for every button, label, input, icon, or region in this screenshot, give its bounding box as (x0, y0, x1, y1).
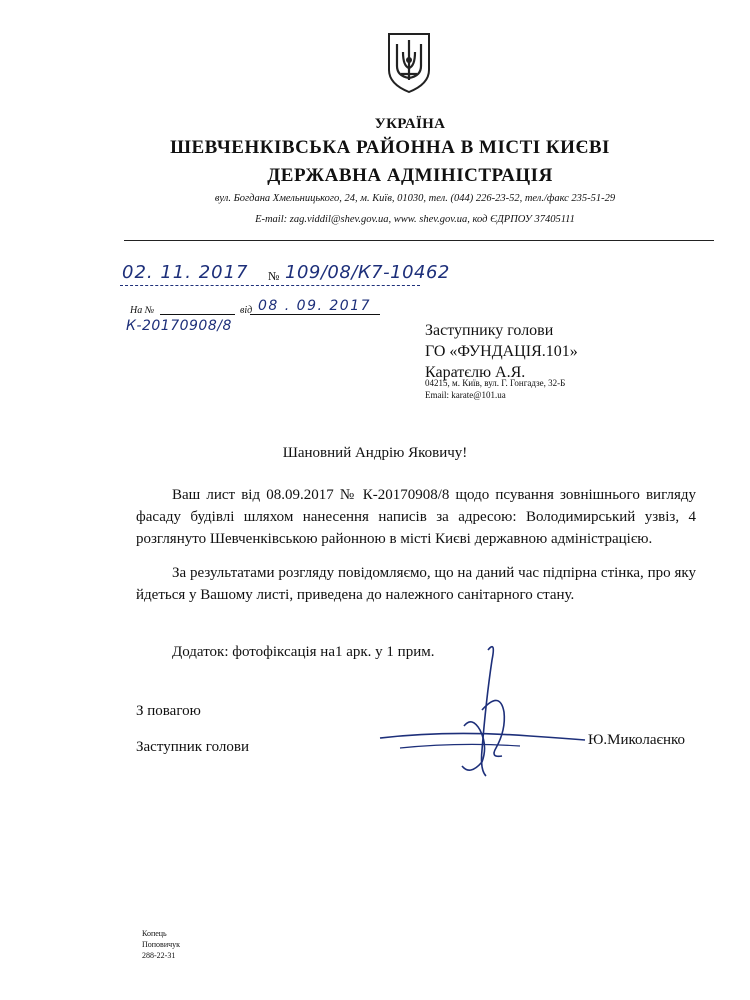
organization-name-line1: ШЕВЧЕНКІВСЬКА РАЙОННА В МІСТІ КИЄВІ (170, 137, 610, 158)
incoming-date: 08 . 09. 2017 (258, 298, 372, 314)
reference-date-underline (250, 314, 380, 315)
outgoing-underline (120, 285, 420, 286)
organization-address: вул. Богдана Хмельницького, 24, м. Київ, 01030, тел. (044) 226-23-52, тел./факс 235-51-29 (214, 193, 616, 204)
signer-position: Заступник голови (136, 739, 249, 755)
recipient-address: 04215, м. Київ, вул. Г. Гонгадзе, 32-Б (425, 378, 566, 388)
incoming-number: К-20170908/8 (126, 318, 232, 334)
closing-phrase: З повагою (136, 703, 201, 719)
reference-number-blank (160, 314, 235, 315)
paragraph-2: За результатами розгляду повідомляємо, що на даний час підпірна стінка, про яку йдеться у Вашому листі, приведена до належного санітарного стану. (136, 565, 696, 603)
recipient-name: Каратєлю А.Я. (425, 364, 526, 381)
salutation: Шановний Андрію Яковичу! (282, 445, 468, 461)
annex-note: Додаток: фотофіксація на1 арк. у 1 прим. (172, 644, 435, 660)
recipient-organization: ГО «ФУНДАЦІЯ.101» (425, 343, 578, 360)
country-name: УКРАЇНА (374, 116, 446, 132)
recipient-position: Заступнику голови (425, 322, 554, 339)
number-symbol: № (268, 269, 280, 283)
executor-info (142, 928, 180, 961)
signer-name: Ю.Миколаєнко (588, 732, 685, 748)
paragraph-1: Ваш лист від 08.09.2017 № К-20170908/8 щодо псування зовнішнього вигляду фасаду будівлі шляхом нанесення написів за адресою: Володимирський узвіз, 4 розглянуто Шевченківською районною в місті Києві державною адміністрацією. (136, 487, 696, 547)
handwritten-signature (370, 630, 590, 790)
reference-date-label: від (240, 305, 253, 316)
outgoing-date: 02. 11. 2017 (122, 262, 249, 283)
executor-name-2: Поповичук (142, 940, 181, 949)
recipient-contacts (425, 377, 565, 401)
recipient-email: Email: karate@101.ua (425, 390, 506, 400)
reference-number-label: На № (130, 305, 155, 316)
outgoing-number: 109/08/К7-10462 (285, 262, 450, 283)
recipient-block (425, 320, 578, 383)
executor-name-1: Копець (142, 929, 167, 938)
executor-phone: 288-22-31 (142, 951, 176, 960)
tryzub-emblem-icon (385, 30, 433, 94)
organization-name-line2: ДЕРЖАВНА АДМІНІСТРАЦІЯ (267, 165, 553, 186)
organization-contacts: E-mail: zag.viddil@shev.gov.ua, www. shev.gov.ua, код ЄДРПОУ 37405111 (255, 214, 575, 225)
header-divider (124, 240, 714, 241)
